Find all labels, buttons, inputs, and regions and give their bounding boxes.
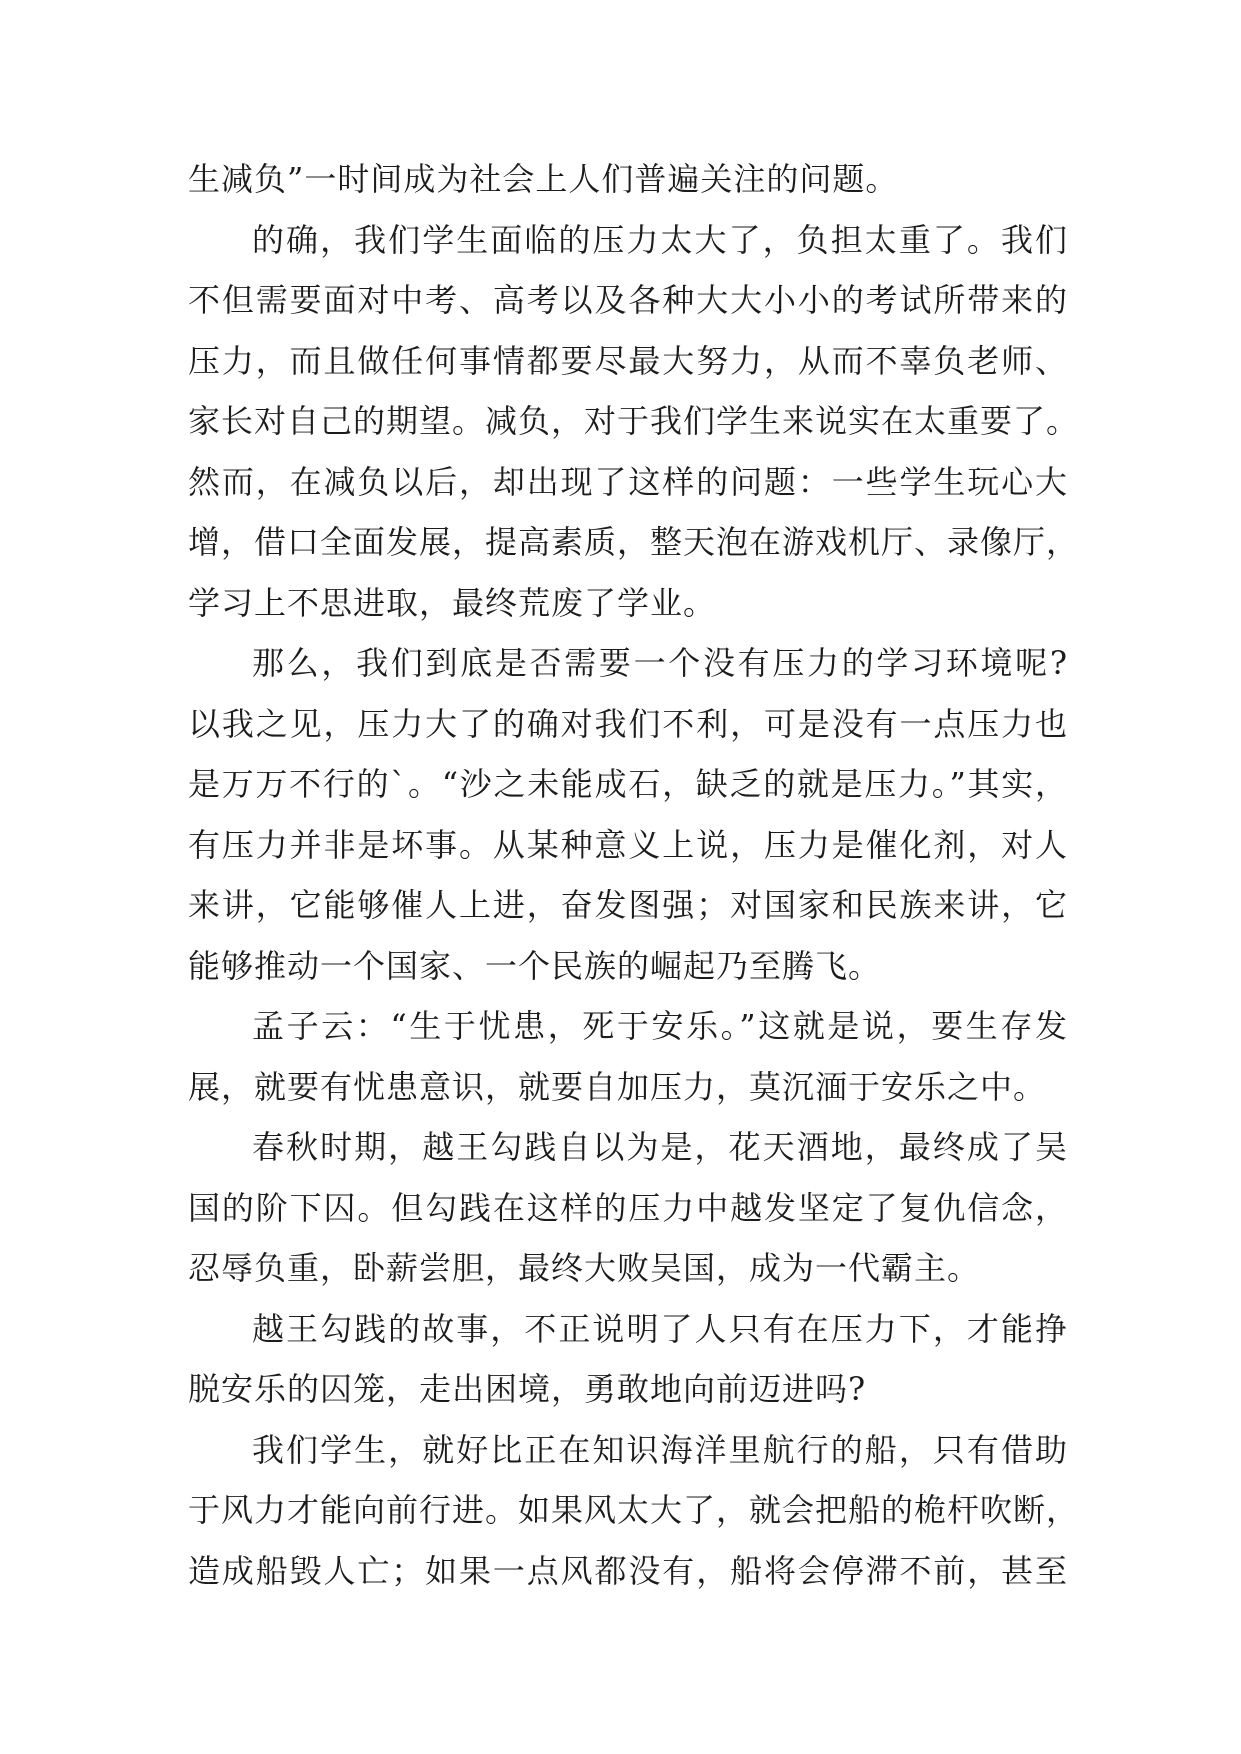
text-line: 增，借口全面发展，提高素质，整天泡在游戏机厅、录像厅， <box>188 523 1080 561</box>
text-line: 于风力才能向前行进。如果风太大了，就会把船的桅杆吹断， <box>188 1491 1080 1529</box>
text-line: 压力，而且做任何事情都要尽最大努力，从而不辜负老师、 <box>188 341 1068 380</box>
text-line: 脱安乐的囚笼，走出困境，勇敢地向前迈进吗? <box>188 1370 867 1408</box>
text-line: 生减负”一时间成为社会上人们普遍关注的问题。 <box>188 160 899 198</box>
text-line: 国的阶下囚。但勾践在这样的压力中越发坚定了复仇信念， <box>188 1188 1068 1227</box>
text-line: 忍辱负重，卧薪尝胆，最终大败吴国，成为一代霸主。 <box>188 1249 981 1287</box>
text-line: 展，就要有忧患意识，就要自加压力，莫沉湎于安乐之中。 <box>188 1067 1047 1106</box>
text-line: 造成船毁人亡；如果一点风都没有，船将会停滞不前，甚至 <box>188 1551 1068 1590</box>
text-line: 我们学生，就好比正在知识海洋里航行的船，只有借助 <box>252 1430 1068 1469</box>
text-line: 越王勾践的故事，不正说明了人只有在压力下，才能挣 <box>252 1309 1068 1348</box>
text-line: 是万万不行的`。“沙之未能成石，缺乏的就是压力。”其实， <box>188 765 1068 803</box>
text-line: 有压力并非是坏事。从某种意义上说，压力是催化剂，对人 <box>188 825 1068 864</box>
text-line: 不但需要面对中考、高考以及各种大大小小的考试所带来的 <box>188 281 1068 319</box>
text-line: 孟子云：“生于忧患，死于安乐。”这就是说，要生存发 <box>252 1007 1068 1045</box>
body-text <box>188 158 1080 1610</box>
text-line: 以我之见，压力大了的确对我们不利，可是没有一点压力也 <box>188 704 1068 743</box>
text-line: 学习上不思进取，最终荒废了学业。 <box>188 583 717 622</box>
text-line: 来讲，它能够催人上进，奋发图强；对国家和民族来讲，它 <box>188 886 1068 924</box>
text-line: 能够推动一个国家、一个民族的崛起乃至腾飞。 <box>188 946 882 985</box>
text-line: 春秋时期，越王勾践自以为是，花天酒地，最终成了吴 <box>252 1128 1068 1166</box>
text-line: 的确，我们学生面临的压力太大了，负担太重了。我们 <box>252 220 1068 259</box>
text-line: 那么，我们到底是否需要一个没有压力的学习环境呢? <box>252 644 1068 682</box>
text-line: 然而，在减负以后，却出现了这样的问题：一些学生玩心大 <box>188 462 1068 501</box>
text-line: 家长对自己的期望。减负，对于我们学生来说实在太重要了。 <box>188 402 1080 440</box>
